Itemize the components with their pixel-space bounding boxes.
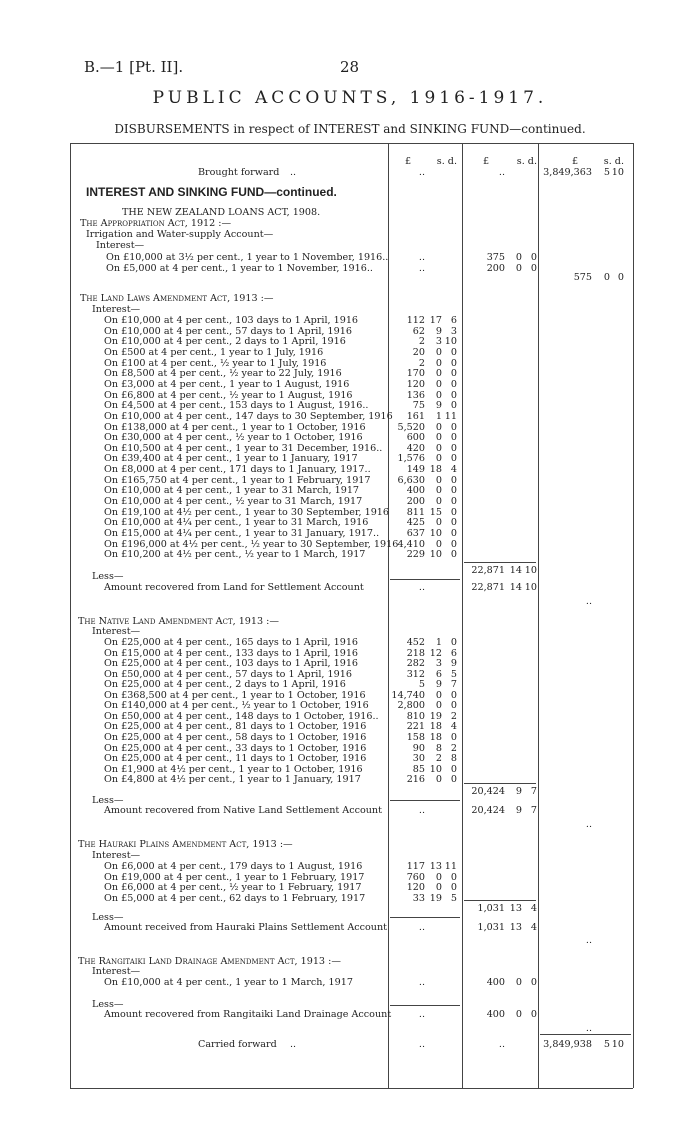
interest-row-pence: 8 — [450, 753, 457, 765]
empty-cell: .. — [418, 582, 425, 593]
rule-line — [464, 783, 536, 784]
interest-row-text: On £25,000 at 4 per cent., 33 days to 1 October, 1916 — [104, 742, 367, 754]
empty-cell: .. — [418, 252, 425, 263]
interest-row-text: On £1,900 at 4½ per cent., 1 year to 1 October, 1916 — [104, 763, 363, 775]
interest-row-pounds: 600 — [406, 432, 425, 444]
interest-row-shillings: 0 — [435, 774, 442, 786]
interest-row-text: On £10,000 at 4¼ per cent., 1 year to 31 March, 1916 — [104, 517, 369, 529]
interest-row-pounds: 282 — [406, 658, 425, 670]
page-number: 28 — [340, 58, 360, 76]
document-reference: B.—1 [Pt. II]. — [84, 58, 184, 76]
interest-row-pounds: 33 — [412, 892, 425, 904]
rule-line — [390, 800, 460, 801]
empty-cell: .. — [418, 167, 425, 178]
interest-row-text: On £140,000 at 4 per cent., ½ year to 1 October, 1916 — [104, 700, 369, 712]
native-land-recovered-shillings: 9 — [515, 805, 522, 816]
interest-row-shillings: 0 — [435, 389, 442, 401]
land-laws-recovered-pence: 10 — [524, 582, 537, 593]
interest-row-pounds: 2,800 — [397, 700, 425, 712]
interest-row-pounds: 90 — [412, 742, 425, 754]
interest-row-pounds: 312 — [406, 668, 425, 680]
less-label: Less— — [92, 571, 124, 582]
interest-row-pounds: 375 — [486, 252, 505, 263]
interest-row-shillings: 18 — [429, 731, 442, 743]
interest-row-pence: 10 — [444, 336, 457, 348]
act-heading: THE NEW ZEALAND LOANS ACT, 1908. — [122, 207, 321, 218]
interest-row-shillings: 19 — [429, 710, 442, 722]
interest-row-pence: 0 — [450, 485, 457, 497]
rangitaiki-row-pence: 0 — [530, 977, 537, 988]
act-heading: The Appropriation Act, 1912 :— — [80, 218, 232, 229]
interest-row-pounds: 161 — [406, 410, 425, 422]
interest-row-pounds: 1,576 — [397, 453, 425, 465]
interest-row-text: On £10,000 at 4 per cent., ½ year to 31 March, 1917 — [104, 496, 363, 508]
brought-forward-pounds: 3,849,363 — [543, 167, 592, 178]
hauraki-recovered-pounds: 1,031 — [477, 922, 505, 933]
native-land-recovered-pence: 7 — [530, 805, 537, 816]
rangitaiki-recovered-pence: 0 — [530, 1009, 537, 1020]
interest-row-shillings: 18 — [429, 721, 442, 733]
interest-row-pounds: 200 — [486, 263, 505, 274]
interest-row-pence: 0 — [450, 549, 457, 561]
interest-row-shillings: 19 — [429, 892, 442, 904]
carried-forward-shillings: 5 — [603, 1039, 610, 1050]
rule-line — [464, 900, 536, 901]
interest-row-pence: 0 — [450, 421, 457, 433]
interest-row-shillings: 9 — [435, 400, 442, 412]
interest-row-shillings: 0 — [435, 538, 442, 550]
column-rule — [633, 143, 634, 1088]
interest-row-pounds: 810 — [406, 710, 425, 722]
empty-cell: .. — [418, 1039, 425, 1050]
interest-row-pounds: 14,740 — [391, 689, 425, 701]
interest-row-pounds: 6,630 — [397, 474, 425, 486]
leader-dots: .. — [290, 167, 297, 178]
empty-cell: .. — [498, 1039, 505, 1050]
interest-row-pence: 4 — [450, 464, 457, 476]
interest-row-shillings: 0 — [435, 474, 442, 486]
land-laws-subtotal-pounds: 22,871 — [471, 565, 505, 576]
interest-row-text: On £25,000 at 4 per cent., 58 days to 1 October, 1916 — [104, 731, 367, 743]
interest-row-pence: 2 — [450, 710, 457, 722]
rule-line — [390, 917, 460, 918]
interest-row-text: On £19,000 at 4 per cent., 1 year to 1 February, 1917 — [104, 871, 365, 883]
interest-row-text: On £50,000 at 4 per cent., 57 days to 1 April, 1916 — [104, 668, 352, 680]
interest-row-pence: 0 — [450, 637, 457, 648]
interest-row-text: On £10,000 at 4 per cent., 2 days to 1 April, 1916 — [104, 336, 346, 348]
interest-row-text: On £39,400 at 4 per cent., 1 year to 1 January, 1917 — [104, 453, 358, 465]
interest-label: Interest— — [96, 240, 145, 251]
interest-row-pounds: 120 — [406, 882, 425, 894]
interest-label: Interest— — [92, 626, 141, 637]
account-label: Irrigation and Water-supply Account— — [86, 229, 274, 240]
interest-row-pence: 0 — [450, 528, 457, 539]
interest-row-pence: 0 — [450, 432, 457, 444]
interest-row-text: On £25,000 at 4 per cent., 2 days to 1 April, 1916 — [104, 679, 346, 691]
interest-row-pounds: 158 — [406, 731, 425, 743]
column-rule — [388, 143, 389, 1088]
interest-row-text: On £10,000 at 4 per cent., 57 days to 1 April, 1916 — [104, 325, 352, 337]
hauraki-recovered-pence: 4 — [530, 922, 537, 933]
interest-row-pence: 2 — [450, 742, 457, 754]
appropriation-total-pence: 0 — [617, 272, 624, 283]
interest-row-text: On £10,200 at 4½ per cent., ½ year to 1 March, 1917 — [104, 549, 366, 561]
rule-line — [540, 1034, 631, 1035]
rangitaiki-row-pounds: 400 — [486, 977, 505, 988]
interest-row-pounds: 452 — [406, 637, 425, 648]
interest-row-pounds: 75 — [412, 400, 425, 412]
interest-row-shillings: 0 — [435, 378, 442, 390]
interest-row-shillings: 10 — [429, 763, 442, 775]
interest-row-pounds: 149 — [406, 464, 425, 476]
interest-row-pence: 7 — [450, 679, 457, 691]
interest-row-shillings: 0 — [515, 252, 522, 263]
brought-forward-shillings: 5 — [603, 167, 610, 178]
interest-row-text: On £138,000 at 4 per cent., 1 year to 1 October, 1916 — [104, 421, 366, 433]
less-label: Less— — [92, 912, 124, 923]
recovered-text: Amount received from Hauraki Plains Settlement Account — [104, 922, 387, 933]
carried-forward-pence: 10 — [611, 1039, 624, 1050]
rule-line — [390, 579, 460, 580]
interest-row-text: On £3,000 at 4 per cent., 1 year to 1 August, 1916 — [104, 378, 350, 390]
interest-row-shillings: 0 — [435, 421, 442, 433]
interest-row-pounds: 2 — [418, 357, 425, 369]
interest-row-shillings: 0 — [435, 346, 442, 358]
interest-row-pounds: 425 — [406, 517, 425, 529]
hauraki-subtotal-shillings: 13 — [509, 903, 522, 914]
interest-row-pounds: 62 — [412, 325, 425, 337]
hauraki-recovered-shillings: 13 — [509, 922, 522, 933]
land-laws-subtotal-shillings: 14 — [509, 565, 522, 576]
interest-row-pence: 0 — [450, 689, 457, 701]
interest-row-pence: 0 — [450, 506, 457, 518]
interest-row-shillings: 0 — [435, 357, 442, 369]
interest-row-shillings: 13 — [429, 861, 442, 872]
interest-row-text: On £19,100 at 4½ per cent., 1 year to 30 September, 1916 — [104, 506, 390, 518]
empty-cell: .. — [418, 805, 425, 816]
pound-column-header: £ — [483, 156, 490, 167]
interest-row-pence: 0 — [450, 538, 457, 550]
interest-row-shillings: 6 — [435, 668, 442, 680]
empty-cell: .. — [418, 1009, 425, 1020]
interest-row-text: On £165,750 at 4 per cent., 1 year to 1 February, 1917 — [104, 474, 371, 486]
section-heading: INTEREST AND SINKING FUND—continued. — [86, 185, 337, 199]
interest-row-pence: 5 — [450, 668, 457, 680]
hauraki-subtotal-pounds: 1,031 — [477, 903, 505, 914]
interest-row-pounds: 20 — [412, 346, 425, 358]
empty-cell: .. — [418, 977, 425, 988]
interest-row-shillings: 12 — [429, 647, 442, 659]
native-land-subtotal-pence: 7 — [530, 786, 537, 797]
empty-cell: .. — [418, 263, 425, 274]
interest-row-pence: 0 — [450, 346, 457, 358]
interest-row-pence: 0 — [450, 400, 457, 412]
interest-row-text: On £10,000 at 4 per cent., 147 days to 30 September, 1916 — [104, 410, 393, 422]
recovered-text: Amount recovered from Land for Settlement Account — [104, 582, 364, 593]
interest-row-pence: 0 — [450, 453, 457, 465]
hauraki-subtotal-pence: 4 — [530, 903, 537, 914]
native-land-subtotal-shillings: 9 — [515, 786, 522, 797]
rule-line — [70, 1088, 633, 1089]
act-heading: The Native Land Amendment Act, 1913 :— — [78, 616, 279, 627]
interest-row-shillings: 0 — [435, 453, 442, 465]
interest-row-shillings: 0 — [435, 700, 442, 712]
interest-row-shillings: 10 — [429, 549, 442, 561]
interest-row-pounds: 4,410 — [397, 538, 425, 550]
interest-row-pounds: 5 — [418, 679, 425, 691]
interest-row-shillings: 0 — [435, 368, 442, 380]
interest-row-pence: 5 — [450, 892, 457, 904]
interest-row-text: On £25,000 at 4 per cent., 11 days to 1 October, 1916 — [104, 753, 367, 765]
interest-row-pounds: 400 — [406, 485, 425, 497]
rule-line — [464, 562, 536, 563]
interest-label: Interest— — [92, 966, 141, 977]
interest-row-text: On £10,000 at 4 per cent., 103 days to 1 April, 1916 — [104, 315, 359, 326]
act-heading: The Land Laws Amendment Act, 1913 :— — [80, 293, 274, 304]
interest-row-pence: 0 — [530, 252, 537, 263]
interest-row-pounds: 216 — [406, 774, 425, 786]
interest-row-text: On £5,000 at 4 per cent., 62 days to 1 February, 1917 — [104, 892, 366, 904]
interest-row-pounds: 2 — [418, 336, 425, 348]
interest-row-shillings: 0 — [435, 871, 442, 883]
interest-row-shillings: 0 — [435, 442, 442, 454]
interest-row-pence: 0 — [450, 389, 457, 401]
interest-row-pence: 0 — [450, 882, 457, 894]
sd-column-header: s. d. — [516, 156, 537, 167]
interest-row-shillings: 0 — [435, 882, 442, 894]
interest-row-text: On £368,500 at 4 per cent., 1 year to 1 October, 1916 — [104, 689, 366, 701]
interest-row-pence: 0 — [450, 496, 457, 508]
rangitaiki-recovered-pounds: 400 — [486, 1009, 505, 1020]
act-heading: The Rangitaiki Land Drainage Amendment Act, 1913 :— — [78, 956, 341, 967]
interest-row-pounds: 811 — [406, 506, 425, 518]
interest-row-pounds: 420 — [406, 442, 425, 454]
interest-row-pence: 0 — [450, 731, 457, 743]
interest-row-pence: 6 — [450, 315, 457, 326]
rangitaiki-recovered-shillings: 0 — [515, 1009, 522, 1020]
interest-row-pence: 0 — [450, 517, 457, 529]
interest-row-pence: 6 — [450, 647, 457, 659]
interest-row-text: On £8,500 at 4 per cent., ½ year to 22 July, 1916 — [104, 368, 342, 380]
land-laws-recovered-shillings: 14 — [509, 582, 522, 593]
appropriation-total-shillings: 0 — [603, 272, 610, 283]
interest-row-pounds: 760 — [406, 871, 425, 883]
interest-row-pence: 0 — [450, 774, 457, 786]
interest-row-pence: 0 — [450, 474, 457, 486]
interest-row-shillings: 0 — [435, 689, 442, 701]
interest-row-pounds: 221 — [406, 721, 425, 733]
interest-row-text: On £6,000 at 4 per cent., 179 days to 1 August, 1916 — [104, 861, 363, 872]
interest-row-shillings: 0 — [435, 485, 442, 497]
interest-row-pence: 0 — [450, 871, 457, 883]
less-label: Less— — [92, 999, 124, 1010]
interest-row-text: On £30,000 at 4 per cent., ½ year to 1 October, 1916 — [104, 432, 363, 444]
interest-row-text: On £50,000 at 4 per cent., 148 days to 1 October, 1916.. — [104, 710, 379, 722]
interest-row-shillings: 3 — [435, 336, 442, 348]
interest-row-pence: 11 — [444, 861, 457, 872]
interest-row-text: On £25,000 at 4 per cent., 103 days to 1 April, 1916 — [104, 658, 359, 670]
interest-row-pounds: 30 — [412, 753, 425, 765]
interest-row-pounds: 120 — [406, 378, 425, 390]
interest-row-text: On £196,000 at 4½ per cent., ½ year to 30 September, 1916 — [104, 538, 399, 550]
interest-row-shillings: 10 — [429, 528, 442, 539]
interest-row-text: On £15,000 at 4¼ per cent., 1 year to 31 January, 1917.. — [104, 528, 380, 539]
interest-row-shillings: 0 — [435, 517, 442, 529]
interest-row-text: On £6,800 at 4 per cent., ½ year to 1 August, 1916 — [104, 389, 353, 401]
empty-cell: .. — [498, 167, 505, 178]
brought-forward-label: Brought forward — [198, 167, 280, 178]
interest-row-pounds: 218 — [406, 647, 425, 659]
column-rule — [70, 143, 71, 1088]
interest-row-pence: 3 — [450, 325, 457, 337]
recovered-text: Amount recovered from Native Land Settlement Account — [104, 805, 382, 816]
interest-row-pounds: 112 — [406, 315, 425, 326]
interest-row-text: On £10,000 at 3½ per cent., 1 year to 1 November, 1916.. — [106, 252, 389, 263]
empty-cell: .. — [418, 922, 425, 933]
interest-row-pounds: 117 — [406, 861, 425, 872]
interest-row-text: On £25,000 at 4 per cent., 81 days to 1 October, 1916 — [104, 721, 367, 733]
interest-row-pounds: 229 — [406, 549, 425, 561]
interest-row-text: On £5,000 at 4 per cent., 1 year to 1 November, 1916.. — [106, 263, 373, 274]
recovered-text: Amount recovered from Rangitaiki Land Drainage Account — [104, 1009, 392, 1020]
brought-forward-pence: 10 — [611, 167, 624, 178]
interest-row-shillings: 15 — [429, 506, 442, 518]
sd-column-header: s. d. — [603, 156, 624, 167]
empty-cell: .. — [585, 596, 592, 607]
interest-label: Interest— — [92, 850, 141, 861]
interest-row-pence: 0 — [530, 263, 537, 274]
interest-row-text: On £4,500 at 4 per cent., 153 days to 1 August, 1916.. — [104, 400, 369, 412]
interest-row-shillings: 17 — [429, 315, 442, 326]
interest-row-shillings: 0 — [435, 432, 442, 444]
interest-row-pounds: 200 — [406, 496, 425, 508]
interest-row-shillings: 9 — [435, 679, 442, 691]
interest-row-shillings: 3 — [435, 658, 442, 670]
less-label: Less— — [92, 795, 124, 806]
interest-row-pounds: 170 — [406, 368, 425, 380]
interest-row-shillings: 9 — [435, 325, 442, 337]
interest-row-text: On £6,000 at 4 per cent., ½ year to 1 February, 1917 — [104, 882, 362, 894]
sd-column-header: s. d. — [436, 156, 457, 167]
interest-row-shillings: 0 — [435, 496, 442, 508]
interest-row-text: On £8,000 at 4 per cent., 171 days to 1 January, 1917.. — [104, 464, 371, 476]
interest-row-text: On £10,500 at 4 per cent., 1 year to 31 December, 1916.. — [104, 442, 383, 454]
empty-cell: .. — [585, 819, 592, 830]
interest-row-shillings: 2 — [435, 753, 442, 765]
interest-row-text: On £10,000 at 4 per cent., 1 year to 31 March, 1917 — [104, 485, 360, 497]
land-laws-subtotal-pence: 10 — [524, 565, 537, 576]
interest-row-shillings: 18 — [429, 464, 442, 476]
interest-row-shillings: 1 — [435, 637, 442, 648]
interest-row-pounds: 136 — [406, 389, 425, 401]
interest-row-pence: 0 — [450, 700, 457, 712]
interest-row-pounds: 85 — [412, 763, 425, 775]
interest-row-pence: 0 — [450, 442, 457, 454]
interest-row-pounds: 637 — [406, 528, 425, 539]
interest-row-text: On £500 at 4 per cent., 1 year to 1 July, 1916 — [104, 346, 324, 358]
appropriation-total-pounds: 575 — [573, 272, 592, 283]
native-land-recovered-pounds: 20,424 — [471, 805, 505, 816]
interest-row-pence: 9 — [450, 658, 457, 670]
interest-row-text: On £4,800 at 4½ per cent., 1 year to 1 January, 1917 — [104, 774, 361, 786]
interest-row-pence: 0 — [450, 763, 457, 775]
land-laws-recovered-pounds: 22,871 — [471, 582, 505, 593]
interest-row-text: On £25,000 at 4 per cent., 165 days to 1 April, 1916 — [104, 637, 359, 648]
interest-row-text: On £15,000 at 4 per cent., 133 days to 1 April, 1916 — [104, 647, 359, 659]
pound-column-header: £ — [405, 156, 412, 167]
interest-row-pence: 11 — [444, 410, 457, 422]
interest-row-pence: 4 — [450, 721, 457, 733]
rule-line — [70, 143, 633, 144]
pound-column-header: £ — [572, 156, 579, 167]
interest-row-shillings: 8 — [435, 742, 442, 754]
page-title: PUBLIC ACCOUNTS, 1916-1917. — [152, 88, 548, 108]
native-land-subtotal-pounds: 20,424 — [471, 786, 505, 797]
interest-row-text: On £10,000 at 4 per cent., 1 year to 1 March, 1917 — [104, 977, 353, 988]
interest-row-text: On £100 at 4 per cent., ½ year to 1 July, 1916 — [104, 357, 327, 369]
interest-row-pence: 0 — [450, 357, 457, 369]
interest-row-shillings: 0 — [515, 263, 522, 274]
carried-forward-pounds: 3,849,938 — [543, 1039, 592, 1050]
carried-forward-label: Carried forward — [198, 1039, 277, 1050]
interest-row-shillings: 1 — [435, 410, 442, 422]
interest-row-pounds: 5,520 — [397, 421, 425, 433]
leader-dots: .. — [290, 1039, 297, 1050]
rule-line — [390, 1005, 460, 1006]
act-heading: The Hauraki Plains Amendment Act, 1913 :— — [78, 839, 293, 850]
page-subtitle: DISBURSEMENTS in respect of INTEREST and SINKING FUND—continued. — [114, 122, 586, 136]
interest-row-pence: 0 — [450, 368, 457, 380]
empty-cell: .. — [585, 935, 592, 946]
interest-label: Interest— — [92, 304, 141, 315]
interest-row-pence: 0 — [450, 378, 457, 390]
rangitaiki-row-shillings: 0 — [515, 977, 522, 988]
empty-cell: .. — [585, 1023, 592, 1034]
